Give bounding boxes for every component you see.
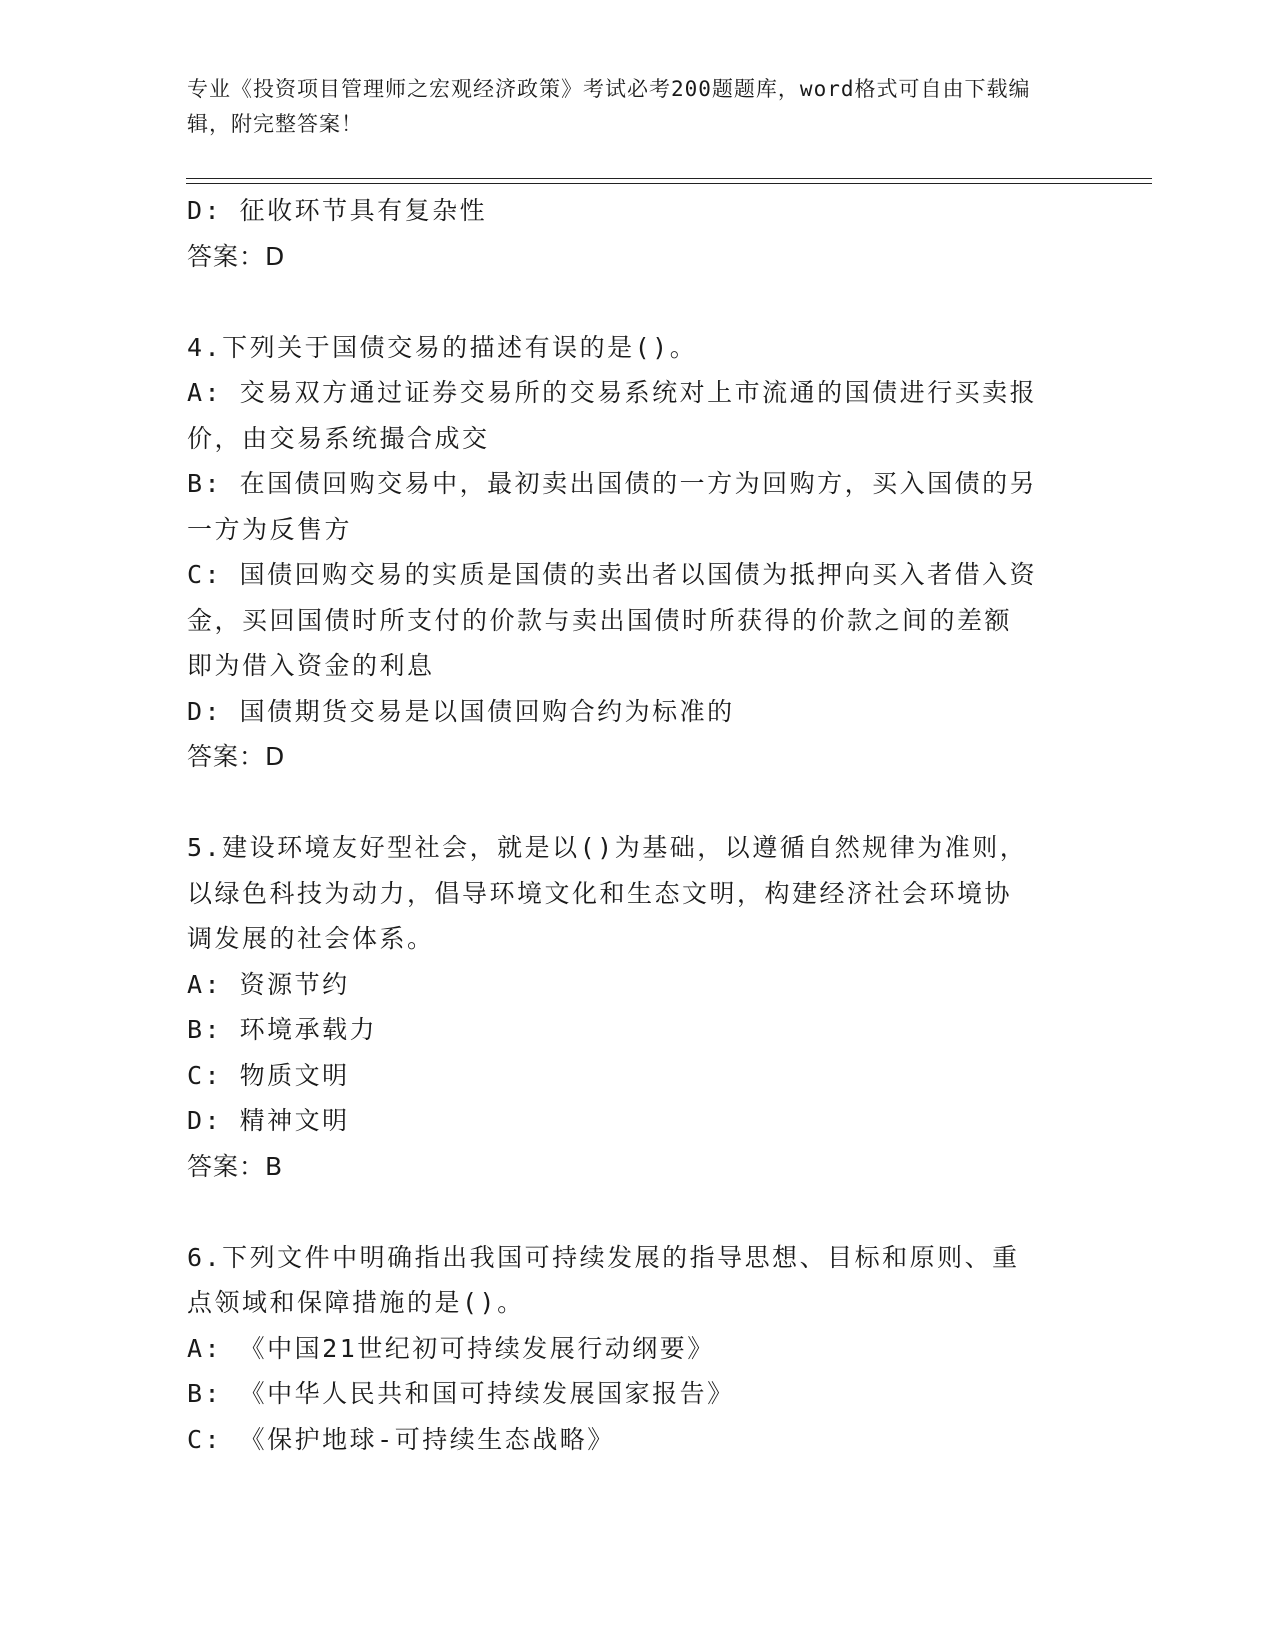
spacer bbox=[187, 279, 1077, 325]
option-d: D: 精神文明 bbox=[187, 1106, 350, 1135]
option-a: A: 交易双方通过证券交易所的交易系统对上市流通的国债进行买卖报 bbox=[187, 378, 1038, 407]
question-stem: 6.下列文件中明确指出我国可持续发展的指导思想、目标和原则、重 bbox=[187, 1242, 1020, 1272]
question-stem: 5.建设环境友好型社会，就是以()为基础，以遵循自然规律为准则， bbox=[187, 833, 1028, 862]
question-4 bbox=[187, 325, 1077, 780]
answer: 答案：D bbox=[187, 241, 286, 271]
option-b-cont: 一方为反售方 bbox=[187, 514, 353, 544]
option-a: A: 资源节约 bbox=[187, 969, 350, 999]
option-c-cont: 金，买回国债时所支付的价款与卖出国债时所获得的价款之间的差额 bbox=[187, 605, 1013, 635]
question-stem-cont: 调发展的社会体系。 bbox=[187, 924, 435, 953]
question-stem: 4.下列关于国债交易的描述有误的是()。 bbox=[187, 332, 698, 362]
spacer bbox=[187, 780, 1077, 826]
option-b: B: 《中华人民共和国可持续发展国家报告》 bbox=[187, 1379, 735, 1408]
option-b: B: 在国债回购交易中，最初卖出国债的一方为回购方，买入国债的另 bbox=[187, 469, 1038, 498]
option-c-cont: 即为借入资金的利息 bbox=[187, 651, 435, 680]
question-stem-cont: 以绿色科技为动力，倡导环境文化和生态文明，构建经济社会环境协 bbox=[187, 878, 1013, 908]
answer: 答案：D bbox=[187, 742, 286, 771]
question-5 bbox=[187, 825, 1077, 1189]
option-a-cont: 价，由交易系统撮合成交 bbox=[187, 423, 490, 453]
question-stem-cont: 点领域和保障措施的是()。 bbox=[187, 1288, 525, 1317]
page-header: 专业《投资项目管理师之宏观经济政策》考试必考200题题库，word格式可自由下载编辑，附完整答案！ bbox=[187, 77, 1031, 136]
option-d: D: 征收环节具有复杂性 bbox=[187, 196, 488, 225]
answer: 答案：B bbox=[187, 1151, 284, 1181]
question-3-tail bbox=[187, 188, 1077, 279]
spacer bbox=[187, 1189, 1077, 1235]
header-rule-top bbox=[186, 178, 1152, 179]
header-rule-bottom bbox=[186, 183, 1152, 184]
option-c: C: 物质文明 bbox=[187, 1060, 350, 1090]
option-d: D: 国债期货交易是以国债回购合约为标准的 bbox=[187, 696, 735, 726]
question-list bbox=[187, 188, 1077, 1462]
option-c: C: 国债回购交易的实质是国债的卖出者以国债为抵押向买入者借入资 bbox=[187, 560, 1038, 589]
option-a: A: 《中国21世纪初可持续发展行动纲要》 bbox=[187, 1333, 715, 1363]
question-6 bbox=[187, 1235, 1077, 1463]
option-b: B: 环境承载力 bbox=[187, 1015, 378, 1044]
option-c: C: 《保护地球-可持续生态战略》 bbox=[187, 1424, 615, 1454]
